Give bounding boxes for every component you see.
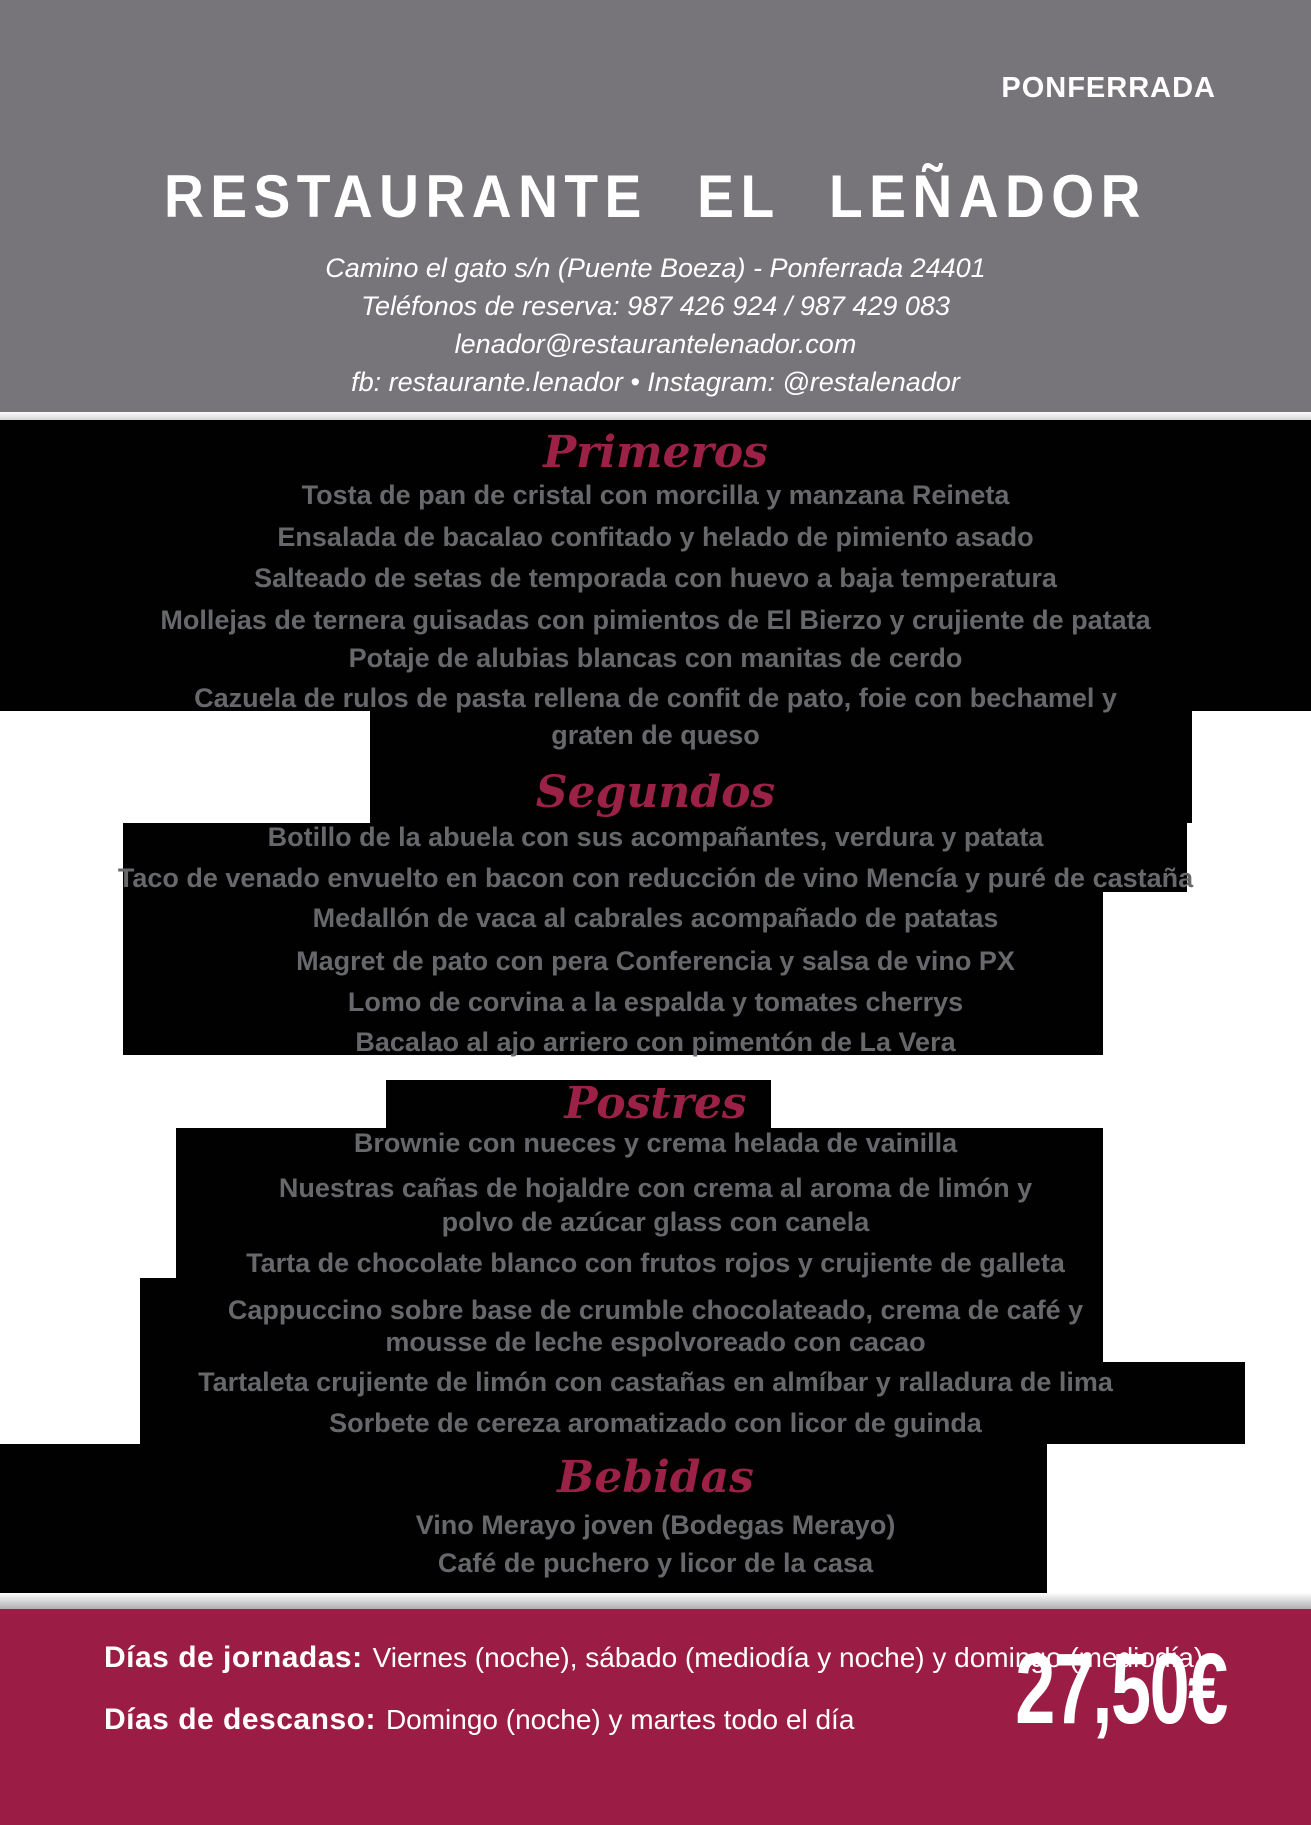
menu-item-line: Magret de pato con pera Conferencia y salsa de vino PX	[296, 946, 1015, 976]
menu-item-line: Café de puchero y licor de la casa	[437, 1548, 874, 1578]
menu-item-line: Taco de venado envuelto en bacon con reducción de vino Mencía y puré de castaña	[117, 863, 1194, 893]
menu-item-line: Vino Merayo joven (Bodegas Merayo)	[415, 1510, 896, 1540]
menu-item-line: Sorbete de cereza aromatizado con licor de guinda	[329, 1408, 982, 1438]
phones-line: Teléfonos de reserva: 987 426 924 / 987 429 083	[361, 291, 950, 321]
menu-item-line: graten de queso	[551, 720, 760, 750]
menu-item-line: mousse de leche espolvoreado con cacao	[385, 1327, 926, 1357]
section-title-segundos: Segundos	[535, 767, 776, 818]
descanso-value: Domingo (noche) y martes todo el día	[385, 1704, 855, 1735]
jornadas-value: Viernes (noche), sábado (mediodía y noche) y domingo (mediodía)	[372, 1642, 1204, 1673]
menu-item-line: Brownie con nueces y crema helada de vainilla	[353, 1128, 958, 1158]
menu-item-line: Mollejas de ternera guisadas con pimientos de El Bierzo y crujiente de patata	[160, 605, 1151, 635]
menu-item-line: Potaje de alubias blancas con manitas de cerdo	[348, 643, 963, 673]
descanso-label: Días de descanso:	[104, 1703, 376, 1736]
menu-item-line: Bacalao al ajo arriero con pimentón de La Vera	[355, 1027, 956, 1057]
social-line: fb: restaurante.lenador • Instagram: @restalenador	[351, 367, 960, 397]
footer-top-edge	[0, 1593, 1311, 1609]
menu-item-line: Salteado de setas de temporada con huevo a baja temperatura	[254, 563, 1057, 593]
menu-item-line: Tartaleta crujiente de limón con castañas en almíbar y ralladura de lima	[198, 1367, 1113, 1397]
section-title-postres: Postres	[564, 1078, 747, 1129]
section-title-bebidas: Bebidas	[557, 1452, 754, 1503]
menu-item-line: Tarta de chocolate blanco con frutos rojos y crujiente de galleta	[246, 1248, 1065, 1278]
menu-item-line: Lomo de corvina a la espalda y tomates cherrys	[347, 987, 964, 1017]
section-title-primeros: Primeros	[543, 427, 768, 478]
menu-item-line: Cappuccino sobre base de crumble chocolateado, crema de café y	[227, 1295, 1084, 1325]
menu-item-line: Ensalada de bacalao confitado y helado de pimiento asado	[277, 522, 1034, 552]
jornadas-label: Días de jornadas:	[104, 1641, 363, 1674]
address-line: Camino el gato s/n (Puente Boeza) - Ponferrada 24401	[325, 253, 986, 283]
footer-descanso-row	[104, 1700, 854, 1740]
menu-item-line: Cazuela de rulos de pasta rellena de confit de pato, foie con bechamel y	[194, 683, 1117, 713]
menu-item-line: Medallón de vaca al cabrales acompañado de patatas	[312, 903, 999, 933]
menu-item-line: Botillo de la abuela con sus acompañantes, verdura y patata	[267, 822, 1044, 852]
restaurant-title: RESTAURANTE EL LEÑADOR	[163, 163, 1147, 230]
menu-item-line: Nuestras cañas de hojaldre con crema al aroma de limón y	[278, 1173, 1033, 1203]
city-label: PONFERRADA	[1001, 72, 1216, 104]
menu-item-line: Tosta de pan de cristal con morcilla y manzana Reineta	[301, 480, 1010, 510]
contact-block	[0, 249, 1311, 401]
menu-item-line: polvo de azúcar glass con canela	[441, 1207, 870, 1237]
email-line: lenador@restaurantelenador.com	[454, 329, 857, 359]
menu-price: 27,50€	[1015, 1633, 1227, 1745]
